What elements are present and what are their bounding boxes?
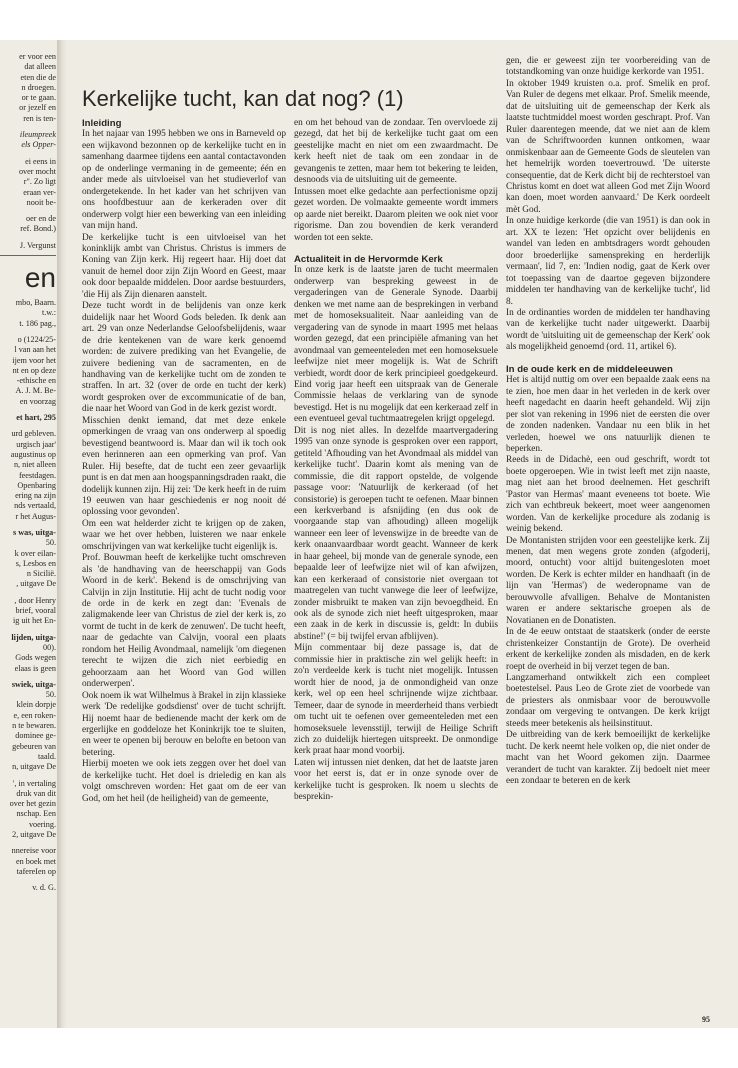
text-line-fragment: n droegen. bbox=[21, 82, 56, 92]
text-line-fragment: n Sicilië. bbox=[26, 569, 56, 579]
page-gutter bbox=[57, 40, 67, 1028]
text-line-fragment: lijden, uitga- bbox=[11, 632, 56, 642]
text-line-fragment: , door Henry bbox=[14, 595, 56, 605]
paragraph: Dit is nog niet alles. In dezelfde maartvergadering 1995 van onze synode is gesproken over een rapport, getiteld 'Afhouding van het Avondmaal als middel van kerkelijke tucht'. Daarin komt als mening van de commissie, die dit rapport opstelde, de volgende passage voor: 'Natuurlijk de kerkeraad (of het consistorie) is geroepen tucht te oefenen. Maar binnen een kerkverband is afsnijding (en dus ook de voorgaande stap van afhouding) alleen mogelijk wanneer een leer of levenswijze in de breedte van de kerk onaanvaardbaar wordt geacht. Wanneer de kerk in haar geheel, bij monde van de generale synode, een bepaalde leer of leefwijze niet wil of kan afwijzen, kan een kerkeraad of consistorie niet overgaan tot maatregelen van tucht vanwege die leer of leefwijze, zonder misbruikt te maken van zijn bevoegdheid. En ook als de synode zich niet heeft uitgesproken, maar een zaak in de kerk in discussie is, geldt: In dubiis abstine!' (= bij twijfel ervan afblijven). bbox=[294, 425, 498, 642]
section-heading: In de oude kerk en de middeleeuwen bbox=[506, 363, 673, 375]
text-line-fragment: nds vertaald, bbox=[14, 501, 56, 511]
text-line-fragment: taald. bbox=[38, 751, 56, 761]
article-column-1 bbox=[82, 118, 286, 805]
text-line-fragment: over het gezin bbox=[9, 799, 56, 809]
paragraph: In het najaar van 1995 hebben we ons in Barneveld op een wijkavond bezonnen op de kerkelijke tucht en in samenhang daarmee tijdens een aantal contactavonden op de onderlinge vermaning in de gemeente; één en ander mede als uitvloeisel van het studieverlof van ondergetekende. In het kader van het schrijven van ons hoofdbestuur aan de kerkeraden over dit onderwerp volgt hier een bewerking van een inleiding van mijn hand. bbox=[82, 129, 286, 232]
paragraph: In de ordinanties worden de middelen ter handhaving van de kerkelijke tucht nader uitgewerkt. Daarbij wordt de 'uitsluiting uit de gemeenschap der Kerk' ook als mogelijkheid genoemd (ord. 11, artikel 6). bbox=[506, 307, 710, 353]
text-line-fragment: dominee ge- bbox=[15, 731, 56, 741]
text-line-fragment: ref. Bond.) bbox=[20, 224, 56, 234]
text-line-fragment: nt en op deze bbox=[12, 365, 56, 375]
text-line-fragment: urd gebleven. bbox=[11, 429, 56, 439]
text-line-fragment: t. 186 pag., bbox=[19, 318, 56, 328]
text-line-fragment: over mocht bbox=[18, 166, 56, 176]
paragraph: en om het behoud van de zondaar. Ten overvloede zij gezegd, dat het bij de kerkelijke tucht gaat om een geestelijke macht en niet om een zwaardmacht. De kerk heeft niet de taak om een zondaar in de gevangenis te zetten, maar hem tot bekering te leiden, desnoods via de uitsluiting uit de gemeente. bbox=[294, 118, 498, 186]
text-line-fragment: r". Zo ligt bbox=[23, 177, 56, 187]
text-line-fragment: nooit be- bbox=[26, 197, 56, 207]
paragraph: In oktober 1949 kruisten o.a. prof. Smelik en prof. Van Ruler de degens met elkaar. Prof. Smelik meende, dat de uitsluiting uit de gemeenschap der Kerk als laatste tuchtmiddel moest worden geschrapt. Prof. Van Ruler daarentegen meende, dat we niet aan de klem van de Schriftwoorden kunnen ontkomen, waar onmiskenbaar aan de Gemeente Gods de sleutelen van het hemelrijk worden toevertrouwd. 'De uiterste consequentie, dat de Kerk dicht bij de rechterstoel van Christus komt en doet wat alleen God met Zijn Woord kan doen, moet worden aanvaard.' De Kerk oordeelt mèt God. bbox=[506, 78, 710, 215]
previous-page-fragment bbox=[0, 52, 56, 1012]
paragraph: In de 4e eeuw ontstaat de staatskerk (onder de eerste christenkeizer Constantijn de Grote). De overheid erkent de kerkelijke zonden als misdaden, en de kerk roept de overheid in bij verzet tegen de ban. bbox=[506, 627, 710, 672]
text-line-fragment: Openbaring bbox=[17, 480, 56, 490]
text-line-fragment: en boek met bbox=[15, 856, 56, 866]
paragraph: Laten wij intussen niet denken, dat het de laatste jaren voor het eerst is, dat er in onze synode over de kerkelijke tucht is gesproken. Ik noem u slechts de besprekin- bbox=[294, 757, 498, 803]
article-column-2 bbox=[294, 118, 498, 804]
section-heading-fragment: en bbox=[24, 262, 56, 294]
text-line-fragment: or jezelf en bbox=[19, 103, 56, 113]
text-line-fragment: ei eens in bbox=[25, 156, 56, 166]
text-line-fragment: 50. bbox=[45, 538, 56, 548]
text-line-fragment: k over eilan- bbox=[14, 548, 56, 558]
text-line-fragment: dat alleen bbox=[24, 62, 56, 72]
text-line-fragment: feestdagen. bbox=[18, 470, 56, 480]
paragraph: Om een wat helderder zicht te krijgen op de zaken, waar we het over hebben, luisteren we naar enkele omschrijvingen van wat kerkelijke tucht eigenlijk is. bbox=[82, 518, 286, 552]
text-line-fragment: oer en de bbox=[25, 214, 56, 224]
text-line-fragment: en voorzag bbox=[19, 396, 56, 406]
paragraph: Misschien denkt iemand, dat met deze enkele opmerkingen de vraag van ons onderwerp al spoedig bevestigend beantwoord is. Maar dan wil ik toch ook even herinneren aan een opmerking van prof. Van Ruler. Hij besefte, dat de tucht een zeer gevaarlijk punt is en dat men aan hoogspanningsdraden raakt, die dodelijk kunnen zijn. Hij zei: 'De kerk heeft in de ruim 19 eeuwen van haar geschiedenis er nog nooit dé oplossing voor gevonden'. bbox=[82, 415, 286, 518]
text-line-fragment: nnereise voor bbox=[11, 846, 56, 856]
text-line-fragment: n te bewaren. bbox=[12, 721, 56, 731]
text-line-fragment: v. d. G. bbox=[32, 883, 56, 893]
text-line-fragment: gebeuren van bbox=[12, 741, 56, 751]
text-line-fragment: t.w.: bbox=[41, 308, 56, 318]
text-line-fragment: e, een roken- bbox=[13, 710, 56, 720]
paragraph: De uitbreiding van de kerk bemoeilijkt de kerkelijke tucht. De kerk neemt hele volken op, die niet onder de macht van het Woord gekomen zijn. Daarmee verandert de tucht van karakter. Zij bedoelt niet meer een zondaar te beteren en de kerk bbox=[506, 730, 710, 787]
paragraph: Mijn commentaar bij deze passage is, dat de commissie hier in praktische zin wel gelijk heeft: in zo'n verdeelde kerk is tucht niet mogelijk. Intussen wordt hier de nood, ja de onmondigheid van onze kerk, wel op een heel schrijnende wijze zichtbaar. Temeer, daar de synode in meerderheid thans verbiedt om tucht uit te oefenen over gemeenteleden met een homoseksuele levensstijl, terwijl de Heilige Schrift zich zo duidelijk hiertegen uitspreekt. De onmondige kerk praat haar mond voorbij. bbox=[294, 643, 498, 757]
text-line-fragment: voering. bbox=[28, 819, 56, 829]
text-line-fragment: augustinus op bbox=[10, 449, 56, 459]
text-line-fragment: or te gaan. bbox=[21, 93, 56, 103]
text-line-fragment: druk van dit bbox=[16, 788, 56, 798]
article-title: Kerkelijke tucht, kan dat nog? (1) bbox=[82, 86, 404, 111]
paragraph: gen, die er geweest zijn ter voorbereiding van de totstandkoming van onze huidige kerkorde van 1951. bbox=[506, 56, 710, 78]
text-line-fragment: ren is ten- bbox=[23, 113, 56, 123]
text-line-fragment: els Opper- bbox=[21, 140, 56, 150]
text-line-fragment: s was, uitga- bbox=[13, 527, 56, 537]
paragraph: Prof. Bouwman heeft de kerkelijke tucht omschreven als 'de handhaving van de heerschappij van Gods Woord in de kerk'. Bekend is de omschrijving van Calvijn in zijn Institutie. Hij acht de tucht nodig voor de orde in de kerk en zegt dan: 'Evenals de zaligmakende leer van Christus de ziel der kerk is, zo vormt de tucht in de kerk de zenuwen'. De tucht heeft, naar de gedachte van Calvijn, vooral een plaats rondom het Heilig Avondmaal, namelijk 'om diegenen terecht te wijzen die zich niet eerbiedig en gehoorzaam aan het Woord van God willen onderwerpen'. bbox=[82, 553, 286, 690]
text-line-fragment: Gods wegen bbox=[15, 653, 56, 663]
text-line-fragment: s, Lesbos en bbox=[15, 558, 56, 568]
paragraph: De kerkelijke tucht is een uitvloeisel van het koninklijk ambt van Christus. Christus is immers de Koning van Zijn kerk. Hij regeert haar. Hij doet dat vanuit de hemel door zijn Zijn Woord en Geest, maar ook door bepaalde middelen. Door aardse bestuurders, 'die Hij als Zijn dienaren aanstelt. bbox=[82, 232, 286, 300]
paragraph: Hierbij moeten we ook iets zeggen over het doel van de kerkelijke tucht. Het doel is drieledig en kan als volgt omschreven worden: Het gaat om de eer van God, om het heil (de heiligheid) van de gemeente, bbox=[82, 759, 286, 804]
text-line-fragment: swiek, uitga- bbox=[11, 679, 56, 689]
text-line-fragment: J. Vergunst bbox=[19, 240, 56, 250]
section-spacer bbox=[506, 354, 710, 364]
text-line-fragment: elaas is geen bbox=[14, 663, 56, 673]
article-column-3 bbox=[506, 56, 710, 788]
text-line-fragment: 50. bbox=[45, 690, 56, 700]
text-line-fragment: , uitgave De bbox=[16, 579, 56, 589]
paragraph: Ook noem ik wat Wilhelmus à Brakel in zijn klassieke werk 'De redelijke godsdienst' over de tucht schrijft. Hij noemt haar de bedienende macht der kerk om de ergerlijke en goddeloze het Koninkrijk toe te sluiten, en weer te openen bij berouw en belofte en betoon van betering. bbox=[82, 690, 286, 758]
text-line-fragment: ering na zijn bbox=[15, 491, 56, 501]
page-number: 95 bbox=[702, 1015, 710, 1024]
article-page bbox=[70, 56, 720, 1024]
paragraph: Langzamerhand ontwikkelt zich een compleet boetestelsel. Paus Leo de Grote ziet de voorbede van de priesters als onmisbaar voor de berouwvolle zondaar om vergeving te ontvangen. De kerk krijgt steeds meer betekenis als heilsinstituut. bbox=[506, 673, 710, 729]
paragraph: Het is altijd nuttig om over een bepaalde zaak eens na te zien, hoe men daar in het verleden in de kerk over heeft nagedacht en daarin heeft gehandeld. Wij zijn per slot van rekening in 1996 niet de eersten die over de zonden nadenken. Vandaar nu een blik in het verleden, hoewel we ons natuurlijk dienen te beperken. bbox=[506, 375, 710, 454]
text-line-fragment: 00). bbox=[43, 642, 56, 652]
text-line-fragment: ig uit het En- bbox=[13, 616, 56, 626]
paragraph: In onze kerk is de laatste jaren de tucht meermalen onderwerp van bespreking geweest in de vergaderingen van de Generale Synode. Daarbij denken we met name aan de besprekingen in verband met de homoseksualiteit. Naar aanleiding van de vergadering van de synode in maart 1995 met helaas worden gezegd, dat een principiële afmaning van het avondmaal van gemeenteleden met een homoseksuele leefwijze niet meer mogelijk is. Wat de Schrift verbiedt, wordt door de kerk principieel goedgekeurd. Eind vorig jaar heeft een uitspraak van de Generale Commissie helaas de verklaring van de synode bevestigd. Het is nu mogelijk dat een kerkeraad zelf in een eventueel geval tuchtmaatregelen krijgt opgelegd. bbox=[294, 265, 498, 425]
text-line-fragment: r het Augus- bbox=[15, 511, 56, 521]
section-spacer bbox=[294, 244, 498, 254]
text-line-fragment: tafereIen op bbox=[16, 866, 56, 876]
paragraph: In onze huidige kerkorde (die van 1951) is dan ook in art. XX te lezen: 'Het opzicht over belijdenis en wandel van leden en ambtsdragers wordt gehouden door broederlijke samenspreking en herderlijk vermaan', lid 7, en: 'Indien nodig, gaat de Kerk over tot toepassing van de daartoe gegeven bijzondere middelen ter handhaving van de kerkelijke tucht', lid 8. bbox=[506, 216, 710, 307]
text-line-fragment: urgisch jaar' bbox=[16, 439, 56, 449]
text-line-fragment: 2, uitgave De bbox=[12, 830, 56, 839]
paragraph: Intussen moet elke gedachte aan perfectionisme opzij gezet worden. De volmaakte gemeente wordt immers op aarde niet bereikt. Daarom pleiten we ook niet voor rigorisme. Dan zou bovendien de kerk veranderd worden tot een sekte. bbox=[294, 186, 498, 243]
text-line-fragment: ileumpreek bbox=[19, 130, 56, 140]
text-line-fragment: A. J. M. Be- bbox=[15, 386, 56, 396]
text-line-fragment: mbo, Baarn. bbox=[15, 298, 56, 308]
text-line-fragment: brief, vooral bbox=[15, 606, 56, 616]
text-line-fragment: n, uitgave De bbox=[12, 762, 56, 772]
text-line-fragment: -ethische en bbox=[16, 376, 56, 386]
paragraph: Deze tucht wordt in de belijdenis van onze kerk duidelijk naar het Woord Gods beleden. Ik denk aan art. 29 van onze Nederlandse Geloofsbelijdenis, waar de drie kentekenen van de ware kerk genoemd worden: de zuivere prediking van het Evangelie, de zuivere bediening van de sacramenten, en de handhaving van de kerkelijke tucht om de zonden te straffen. In art. 32 (over de orde en tucht der kerk) wordt gesproken over de excommunicatie of de ban, die naar het Woord van God in de kerk gezist wordt. bbox=[82, 301, 286, 415]
section-heading: Actualiteit in de Hervormde Kerk bbox=[294, 253, 443, 265]
text-line-fragment: et hart, 295 bbox=[16, 413, 56, 423]
divider bbox=[0, 255, 56, 256]
text-line-fragment: n, niet alleen bbox=[13, 460, 56, 470]
text-line-fragment: klein dorpje bbox=[16, 700, 56, 710]
text-line-fragment: o (1224/25- bbox=[17, 334, 56, 344]
text-line-fragment: ijem voor het bbox=[12, 355, 56, 365]
text-line-fragment: er voor een bbox=[19, 52, 56, 61]
section-heading: Inleiding bbox=[82, 118, 122, 129]
paragraph: De Montanisten strijden voor een geestelijke kerk. Zij menen, dat men wegens grote zonden (afgoderij, moord, ontucht) voor altijd buitengesloten moet worden. De Kerk is echter milder en handhaaft (in de lijn van 'Hermas') de wederopname van de berouwvolle afvalligen. Behalve de Montanisten waren er andere sektarische groepen als de Novatianen en de Donatisten. bbox=[506, 535, 710, 626]
text-line-fragment: nschap. Een bbox=[16, 809, 56, 819]
text-line-fragment: eraan ver- bbox=[23, 187, 56, 197]
text-line-fragment: ', in vertaling bbox=[12, 778, 56, 788]
text-line-fragment: l van aan het bbox=[14, 345, 56, 355]
paragraph: Reeds in de Didachè, een oud geschrift, wordt tot boete opgeroepen. Wie in twist leeft met zijn naaste, mag niet aan het brood deelnemen. Het geschrift 'Pastor van Hermas' maant eveneens tot boete. Wie zich van echtbreuk bekeert, moet weer aangenomen worden. Van de kerkelijke procedure als zodanig is weinig bekend. bbox=[506, 455, 710, 535]
text-line-fragment: eten die de bbox=[20, 72, 56, 82]
